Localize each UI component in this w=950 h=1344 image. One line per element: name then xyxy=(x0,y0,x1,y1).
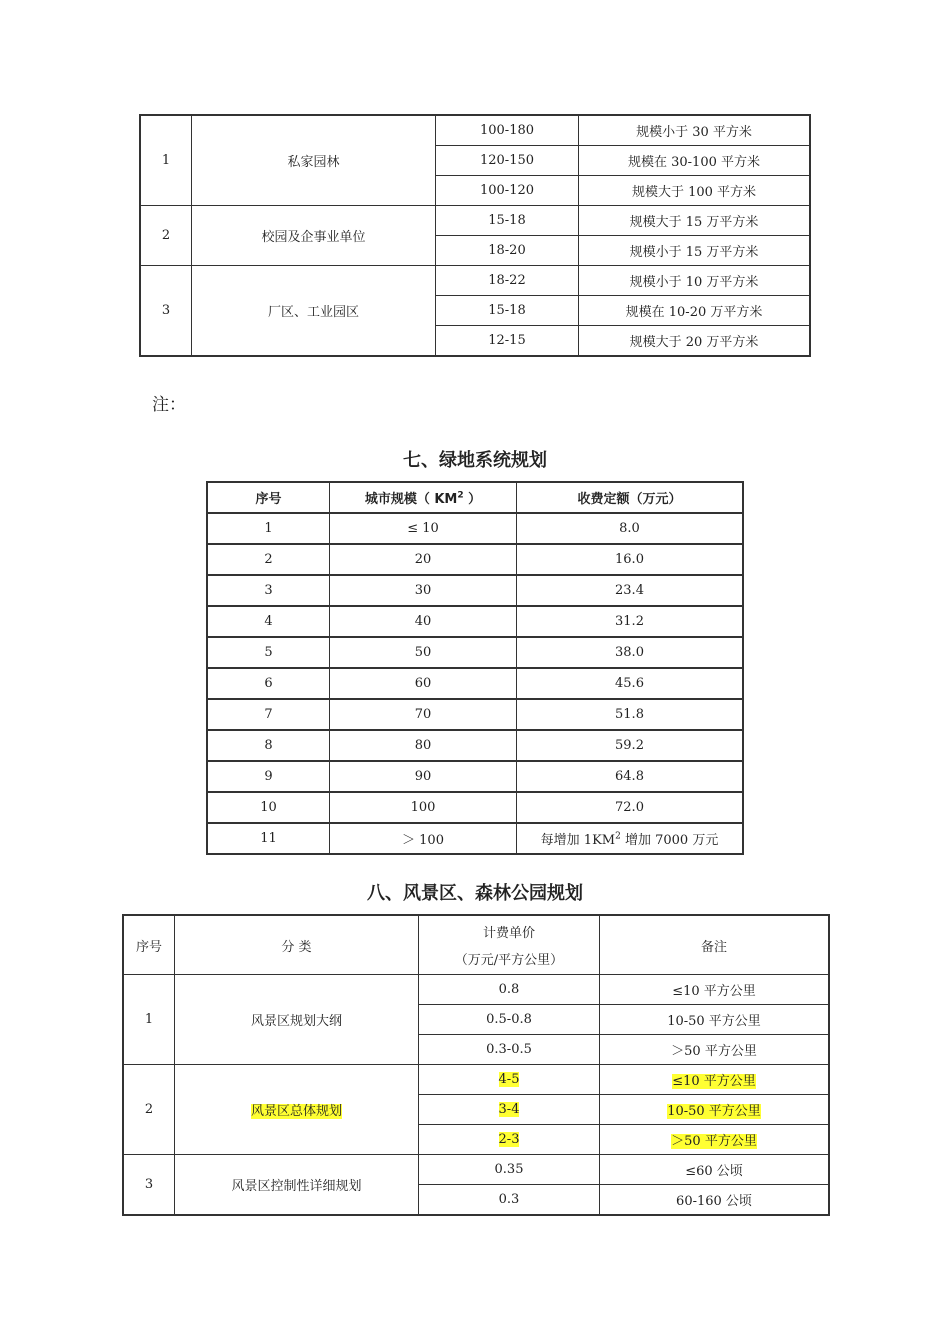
category-cell: 厂区、工业园区 xyxy=(192,266,436,357)
table-row xyxy=(207,575,743,606)
table-row xyxy=(207,637,743,668)
scale-cell: 80 xyxy=(330,730,517,761)
row-number: 8 xyxy=(207,730,330,761)
row-number: 9 xyxy=(207,761,330,792)
scale-cell: 20 xyxy=(330,544,517,575)
table-row xyxy=(207,699,743,730)
table-row xyxy=(207,513,743,544)
price-value: 0.5-0.8 xyxy=(486,1012,532,1027)
table-header-row xyxy=(207,482,743,513)
price-value: 0.8 xyxy=(498,982,520,997)
note-label: 注： xyxy=(152,395,186,415)
row-number: 5 xyxy=(207,637,330,668)
fee-cell: 72.0 xyxy=(517,792,744,823)
table-row xyxy=(207,668,743,699)
price-cell xyxy=(419,1155,600,1185)
category-cell xyxy=(175,975,419,1065)
fee-cell: 38.0 xyxy=(517,637,744,668)
price-value: 2-3 xyxy=(498,1132,520,1147)
price-value: 0.3-0.5 xyxy=(486,1042,532,1057)
fee-cell: 64.8 xyxy=(517,761,744,792)
remark-cell xyxy=(600,975,830,1005)
remark-value: 10-50 平方公里 xyxy=(667,1014,761,1029)
scenic-area-fee-table xyxy=(122,914,830,1216)
fee-cell: 51.8 xyxy=(517,699,744,730)
remark-cell: 规模大于 20 万平方米 xyxy=(579,326,811,357)
scale-cell: 40 xyxy=(330,606,517,637)
price-cell: 100-180 xyxy=(436,115,579,146)
fee-cell: 23.4 xyxy=(517,575,744,606)
remark-cell xyxy=(600,1095,830,1125)
remark-cell xyxy=(600,1035,830,1065)
table-row xyxy=(207,544,743,575)
table-row xyxy=(140,206,810,236)
row-number: 1 xyxy=(123,975,175,1065)
price-value: 4-5 xyxy=(498,1072,520,1087)
table-row xyxy=(123,1065,829,1095)
remark-cell: 规模在 30-100 平方米 xyxy=(579,146,811,176)
row-number: 7 xyxy=(207,699,330,730)
category-label: 风景区控制性详细规划 xyxy=(231,1179,362,1194)
remark-cell xyxy=(600,1185,830,1216)
header-no: 序号 xyxy=(207,482,330,513)
table-row xyxy=(123,975,829,1005)
remark-cell: 规模大于 100 平方米 xyxy=(579,176,811,206)
fee-table-gardens xyxy=(139,114,811,357)
price-cell: 18-20 xyxy=(436,236,579,266)
remark-cell xyxy=(600,1065,830,1095)
category-cell: 私家园林 xyxy=(192,115,436,206)
greenland-fee-table xyxy=(206,481,744,855)
scale-cell: 50 xyxy=(330,637,517,668)
scale-cell: 100 xyxy=(330,792,517,823)
price-cell: 100-120 xyxy=(436,176,579,206)
remark-cell xyxy=(600,1005,830,1035)
row-number: 6 xyxy=(207,668,330,699)
fee-text-a: 每增加 1KM xyxy=(540,833,616,848)
header-remark: 备注 xyxy=(600,915,830,975)
table-row xyxy=(207,792,743,823)
price-cell: 120-150 xyxy=(436,146,579,176)
fee-cell: 59.2 xyxy=(517,730,744,761)
row-number: 10 xyxy=(207,792,330,823)
fee-cell: 31.2 xyxy=(517,606,744,637)
scale-cell: 30 xyxy=(330,575,517,606)
price-cell xyxy=(419,1035,600,1065)
scale-cell: ≤ 10 xyxy=(330,513,517,544)
remark-value: ＞50 平方公里 xyxy=(671,1134,757,1149)
price-cell xyxy=(419,975,600,1005)
row-number: 2 xyxy=(140,206,192,266)
price-cell xyxy=(419,1185,600,1216)
fee-cell: 8.0 xyxy=(517,513,744,544)
price-cell xyxy=(419,1125,600,1155)
scale-cell: 90 xyxy=(330,761,517,792)
price-value: 0.35 xyxy=(494,1162,524,1177)
header-price: 计费单价 （万元/平方公里） xyxy=(419,915,600,975)
remark-cell: 规模小于 15 万平方米 xyxy=(579,236,811,266)
category-label: 风景区总体规划 xyxy=(250,1104,342,1119)
table-header-row xyxy=(123,915,829,975)
scale-cell: 70 xyxy=(330,699,517,730)
table-row xyxy=(140,115,810,146)
remark-cell xyxy=(600,1155,830,1185)
category-cell xyxy=(175,1155,419,1216)
remark-cell: 规模在 10-20 万平方米 xyxy=(579,296,811,326)
scale-cell: ＞ 100 xyxy=(330,823,517,854)
row-number: 1 xyxy=(207,513,330,544)
price-cell: 15-18 xyxy=(436,206,579,236)
header-scale: 城市规模（ $KM^2$ ） xyxy=(330,482,517,513)
price-cell: 18-22 xyxy=(436,266,579,296)
row-number: 2 xyxy=(207,544,330,575)
price-value: 3-4 xyxy=(498,1102,520,1117)
price-cell xyxy=(419,1005,600,1035)
row-number: 4 xyxy=(207,606,330,637)
row-number: 3 xyxy=(140,266,192,357)
remark-value: 60-160 公顷 xyxy=(676,1194,752,1209)
remark-value: ≤10 平方公里 xyxy=(672,1074,756,1089)
section-7-title: 七、绿地系统规划 xyxy=(403,450,547,471)
row-number: 11 xyxy=(207,823,330,854)
header-fee: 收费定额（万元） xyxy=(517,482,744,513)
table-row xyxy=(123,1155,829,1185)
section-8-title: 八、风景区、森林公园规划 xyxy=(367,883,583,904)
price-cell xyxy=(419,1095,600,1125)
remark-value: ＞50 平方公里 xyxy=(671,1044,757,1059)
price-value: 0.3 xyxy=(498,1192,520,1207)
table-row xyxy=(207,606,743,637)
row-number: 3 xyxy=(123,1155,175,1216)
table-row xyxy=(207,761,743,792)
fee-cell: 45.6 xyxy=(517,668,744,699)
fee-cell xyxy=(517,823,744,854)
row-number: 1 xyxy=(140,115,192,206)
table-row xyxy=(207,730,743,761)
remark-cell: 规模小于 10 万平方米 xyxy=(579,266,811,296)
row-number: 3 xyxy=(207,575,330,606)
category-label: 风景区规划大纲 xyxy=(250,1014,342,1029)
remark-cell xyxy=(600,1125,830,1155)
table-row xyxy=(140,266,810,296)
remark-value: ≤60 公顷 xyxy=(685,1164,743,1179)
price-cell: 12-15 xyxy=(436,326,579,357)
remark-value: ≤10 平方公里 xyxy=(672,984,756,999)
remark-cell: 规模大于 15 万平方米 xyxy=(579,206,811,236)
remark-cell: 规模小于 30 平方米 xyxy=(579,115,811,146)
category-cell xyxy=(175,1065,419,1155)
header-no: 序号 xyxy=(123,915,175,975)
table-row xyxy=(207,823,743,854)
fee-sup: 2 xyxy=(615,831,621,842)
fee-text-b: 增加 7000 万元 xyxy=(620,833,719,848)
header-category: 分 类 xyxy=(175,915,419,975)
price-cell xyxy=(419,1065,600,1095)
price-cell: 15-18 xyxy=(436,296,579,326)
category-cell: 校园及企事业单位 xyxy=(192,206,436,266)
scale-cell: 60 xyxy=(330,668,517,699)
row-number: 2 xyxy=(123,1065,175,1155)
fee-cell: 16.0 xyxy=(517,544,744,575)
remark-value: 10-50 平方公里 xyxy=(667,1104,761,1119)
